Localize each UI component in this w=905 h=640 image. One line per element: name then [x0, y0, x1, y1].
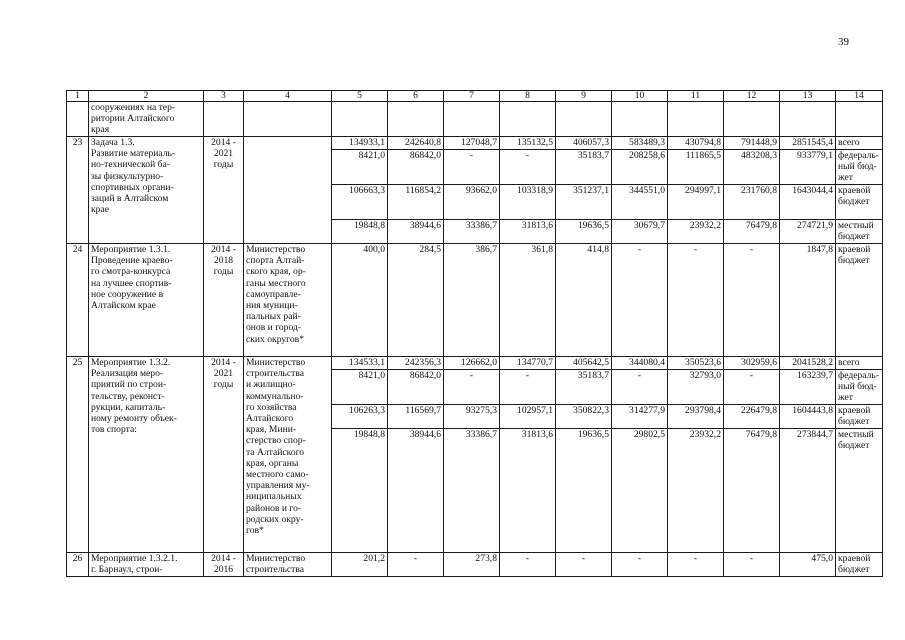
funding-source-line: федераль-: [838, 150, 879, 161]
item-name-line: заций в Алтайском: [91, 193, 169, 205]
item-years-line: годы: [213, 266, 234, 278]
column-header: 5: [332, 91, 388, 102]
funding-source-line: ный бюд-: [838, 381, 877, 393]
value-cell: -: [444, 150, 500, 185]
value-cell: 208258,6: [612, 150, 668, 185]
item-name-line: г. Барнаул, строи-: [91, 564, 163, 576]
column-header: 7: [444, 91, 500, 102]
item-performer-line: ниципальных: [246, 491, 302, 503]
value-cell: 93275,3: [444, 405, 500, 429]
item-performer-line: края, органы: [246, 457, 299, 469]
table-row: [67, 137, 883, 150]
value-cell: 791448,9: [724, 137, 780, 150]
empty-cell: [244, 102, 332, 137]
value-cell: 134933,1: [332, 137, 388, 150]
funding-source-line: местный: [838, 429, 874, 440]
table-row: [67, 357, 883, 370]
item-name-line: спортивных органи-: [91, 181, 174, 193]
funding-source-line: краевой: [838, 244, 871, 255]
value-cell: 293798,4: [668, 405, 724, 429]
value-cell: 2851545,4: [780, 137, 836, 150]
row-number-cell: [67, 102, 89, 137]
row-number-cell: 23: [67, 137, 89, 244]
item-performer-line: районов и го-: [246, 502, 302, 514]
value-cell: -: [612, 370, 668, 405]
value-cell: 29802,5: [612, 429, 668, 553]
value-cell: -: [556, 553, 612, 577]
item-years: [204, 553, 244, 577]
column-header: 4: [244, 91, 332, 102]
value-cell: 126662,0: [444, 357, 500, 370]
value-cell: 103318,9: [500, 185, 556, 220]
row-number-cell: 26: [67, 553, 89, 577]
funding-source: [836, 220, 883, 244]
item-name-line: на лучшее спортив-: [91, 277, 172, 289]
item-name-line: тельству, реконст-: [91, 390, 165, 402]
item-name-line: Задача 1.3.: [91, 137, 135, 148]
value-cell: 33386,7: [444, 220, 500, 244]
column-header: 12: [724, 91, 780, 102]
funding-source: [836, 405, 883, 429]
value-cell: 583489,3: [612, 137, 668, 150]
table-row: [67, 553, 883, 577]
item-name: [89, 102, 204, 137]
item-name: [89, 244, 204, 357]
item-performer-line: го хозяйства: [246, 401, 297, 413]
item-years-line: 2021: [213, 368, 234, 380]
value-cell: 483208,3: [724, 150, 780, 185]
value-cell: 32793,0: [668, 370, 724, 405]
value-cell: 344080,4: [612, 357, 668, 370]
table-row: [67, 102, 883, 137]
value-cell: -: [724, 553, 780, 577]
empty-cell: [612, 102, 668, 137]
funding-source-line: всего: [838, 357, 860, 368]
value-cell: 33386,7: [444, 429, 500, 553]
item-years-line: 2014 -: [211, 244, 236, 255]
value-cell: 38944,6: [388, 429, 444, 553]
funding-source-line: краевой: [838, 553, 871, 564]
item-years: [204, 244, 244, 357]
value-cell: 19636,5: [556, 429, 612, 553]
value-cell: 8421,0: [332, 370, 388, 405]
item-performer-line: пальных рай-: [246, 311, 301, 323]
item-performer-line: ния муници-: [246, 300, 298, 312]
value-cell: 116569,7: [388, 405, 444, 429]
value-cell: 302959,6: [724, 357, 780, 370]
value-cell: -: [612, 244, 668, 357]
value-cell: 23932,2: [668, 429, 724, 553]
value-cell: 1847,8: [780, 244, 836, 357]
funding-source: [836, 244, 883, 357]
column-header: 13: [780, 91, 836, 102]
value-cell: 242640,8: [388, 137, 444, 150]
item-performer-line: Министерство: [246, 553, 306, 564]
value-cell: 933779,1: [780, 150, 836, 185]
item-name-line: Мероприятие 1.3.2.: [91, 357, 171, 368]
value-cell: -: [500, 150, 556, 185]
item-years-line: 2014 -: [211, 357, 236, 368]
value-cell: 19848,8: [332, 220, 388, 244]
value-cell: 284,5: [388, 244, 444, 357]
item-name-line: ному ремонту объек-: [91, 413, 177, 425]
funding-source: [836, 370, 883, 405]
value-cell: 116854,2: [388, 185, 444, 220]
value-cell: 106663,3: [332, 185, 388, 220]
value-cell: 350822,3: [556, 405, 612, 429]
item-name-line: Проведение краево-: [91, 255, 173, 267]
page-number: 39: [838, 36, 849, 48]
value-cell: 350523,6: [668, 357, 724, 370]
value-cell: 86842,0: [388, 370, 444, 405]
value-cell: 19848,8: [332, 429, 388, 553]
item-performer: [244, 553, 332, 577]
funding-source-line: местный: [838, 220, 874, 231]
funding-source-line: ный бюд-: [838, 161, 877, 173]
item-performer-line: ганы местного: [246, 277, 306, 289]
item-performer: [244, 137, 332, 244]
column-header: 9: [556, 91, 612, 102]
item-years-line: годы: [213, 379, 234, 391]
value-cell: 8421,0: [332, 150, 388, 185]
value-cell: 400,0: [332, 244, 388, 357]
funding-source-line: бюджет: [838, 564, 870, 576]
funding-source: [836, 185, 883, 220]
item-name: [89, 553, 204, 577]
value-cell: 414,8: [556, 244, 612, 357]
value-cell: 102957,1: [500, 405, 556, 429]
item-performer: [244, 357, 332, 553]
value-cell: 134533,1: [332, 357, 388, 370]
item-name-line: Мероприятие 1.3.1.: [91, 244, 171, 255]
value-cell: 274721,9: [780, 220, 836, 244]
funding-source: [836, 429, 883, 553]
item-performer-line: стерство спор-: [246, 435, 306, 447]
item-name-line: Мероприятие 1.3.2.1.: [91, 553, 178, 564]
item-years: [204, 357, 244, 553]
item-performer-line: ского края, ор-: [246, 266, 306, 278]
funding-source-line: бюджет: [838, 255, 870, 267]
value-cell: 30679,7: [612, 220, 668, 244]
table-row: [67, 244, 883, 357]
value-cell: 226479,8: [724, 405, 780, 429]
value-cell: 406057,3: [556, 137, 612, 150]
item-name-line: зы физкультурно-: [91, 170, 164, 182]
header-row: [67, 91, 883, 102]
item-name-line: сооружениях на тер-: [91, 102, 176, 113]
item-performer-line: гов*: [246, 525, 264, 537]
empty-cell: [500, 102, 556, 137]
empty-cell: [204, 102, 244, 137]
item-name-line: но-технической ба-: [91, 159, 170, 171]
value-cell: 386,7: [444, 244, 500, 357]
value-cell: 35183,7: [556, 150, 612, 185]
empty-cell: [668, 102, 724, 137]
item-years-line: 2014 -: [211, 137, 236, 148]
item-performer-line: та Алтайского: [246, 446, 305, 458]
value-cell: 201,2: [332, 553, 388, 577]
funding-source: [836, 553, 883, 577]
item-years-line: 2018: [213, 255, 234, 267]
item-performer-line: строительства: [246, 564, 305, 576]
value-cell: 19636,5: [556, 220, 612, 244]
funding-source-line: бюджет: [838, 196, 870, 208]
item-years-line: годы: [213, 159, 234, 171]
value-cell: 475,0: [780, 553, 836, 577]
item-name-line: тов спорта:: [91, 424, 137, 436]
column-header: 8: [500, 91, 556, 102]
column-header: 14: [836, 91, 883, 102]
column-header: 10: [612, 91, 668, 102]
row-number-cell: 24: [67, 244, 89, 357]
funding-source-line: федераль-: [838, 370, 879, 381]
empty-cell: [780, 102, 836, 137]
value-cell: 111865,5: [668, 150, 724, 185]
value-cell: 38944,6: [388, 220, 444, 244]
value-cell: -: [612, 553, 668, 577]
item-performer-line: и жилищно-: [246, 379, 296, 391]
value-cell: -: [388, 553, 444, 577]
item-years-line: 2021: [213, 148, 234, 160]
value-cell: 314277,9: [612, 405, 668, 429]
item-years-line: 2014 -: [211, 553, 236, 564]
item-performer-line: родских окру-: [246, 513, 304, 525]
funding-source-line: бюджет: [838, 440, 870, 452]
value-cell: 344551,0: [612, 185, 668, 220]
value-cell: 1604443,8: [780, 405, 836, 429]
item-performer-line: Министерство: [246, 357, 306, 368]
item-name-line: го смотра-конкурса: [91, 266, 171, 278]
value-cell: 76479,8: [724, 220, 780, 244]
value-cell: 134770,7: [500, 357, 556, 370]
funding-source: [836, 357, 883, 370]
item-performer-line: края, Мини-: [246, 424, 297, 436]
funding-source: [836, 137, 883, 150]
item-name: [89, 357, 204, 553]
value-cell: 31813,6: [500, 220, 556, 244]
value-cell: 273,8: [444, 553, 500, 577]
value-cell: 430794,8: [668, 137, 724, 150]
value-cell: 93662,0: [444, 185, 500, 220]
item-performer-line: ских округов*: [246, 333, 304, 345]
empty-cell: [836, 102, 883, 137]
value-cell: 361,8: [500, 244, 556, 357]
item-name-line: Алтайском крае: [91, 300, 156, 312]
empty-cell: [388, 102, 444, 137]
column-header: 1: [67, 91, 89, 102]
column-header: 2: [89, 91, 204, 102]
item-performer-line: Министерство: [246, 244, 306, 255]
row-number-cell: 25: [67, 357, 89, 553]
item-name-line: ритории Алтайского: [91, 113, 175, 125]
value-cell: -: [724, 244, 780, 357]
value-cell: 135132,5: [500, 137, 556, 150]
value-cell: 76479,8: [724, 429, 780, 553]
value-cell: -: [724, 370, 780, 405]
empty-cell: [556, 102, 612, 137]
budget-table: [66, 90, 883, 577]
funding-source-line: жет: [838, 392, 853, 404]
item-name-line: приятий по строи-: [91, 379, 167, 391]
item-performer-line: самоуправле-: [246, 288, 301, 300]
item-years: [204, 137, 244, 244]
item-name: [89, 137, 204, 244]
value-cell: 35183,7: [556, 370, 612, 405]
value-cell: 231760,8: [724, 185, 780, 220]
item-years-line: 2016: [213, 564, 234, 576]
item-name-line: рукции, капиталь-: [91, 401, 166, 413]
item-name-line: Реализация меро-: [91, 368, 164, 380]
value-cell: -: [444, 370, 500, 405]
funding-source-line: жет: [838, 172, 853, 184]
item-performer-line: управления му-: [246, 480, 310, 492]
empty-cell: [444, 102, 500, 137]
value-cell: 106263,3: [332, 405, 388, 429]
funding-source-line: краевой: [838, 185, 871, 196]
empty-cell: [332, 102, 388, 137]
value-cell: -: [500, 370, 556, 405]
value-cell: -: [668, 244, 724, 357]
value-cell: 23932,2: [668, 220, 724, 244]
funding-source-line: краевой: [838, 405, 871, 416]
column-header: 11: [668, 91, 724, 102]
column-header: 3: [204, 91, 244, 102]
value-cell: 294997,1: [668, 185, 724, 220]
value-cell: 351237,1: [556, 185, 612, 220]
value-cell: 2041528,2: [780, 357, 836, 370]
value-cell: 86842,0: [388, 150, 444, 185]
item-name-line: крае: [91, 204, 109, 216]
value-cell: 273844,7: [780, 429, 836, 553]
empty-cell: [724, 102, 780, 137]
value-cell: 127048,7: [444, 137, 500, 150]
value-cell: 242356,3: [388, 357, 444, 370]
value-cell: 31813,6: [500, 429, 556, 553]
funding-source-line: всего: [838, 137, 860, 148]
item-name-line: края: [91, 124, 110, 136]
value-cell: -: [668, 553, 724, 577]
value-cell: 1643044,4: [780, 185, 836, 220]
item-performer-line: строительства: [246, 368, 305, 380]
item-performer-line: местного само-: [246, 469, 309, 481]
item-performer-line: Алтайского: [246, 413, 294, 425]
item-name-line: ное сооружение в: [91, 288, 164, 300]
funding-source: [836, 150, 883, 185]
item-performer: [244, 244, 332, 357]
column-header: 6: [388, 91, 444, 102]
funding-source-line: бюджет: [838, 416, 870, 428]
value-cell: -: [500, 553, 556, 577]
item-performer-line: онов и город-: [246, 322, 302, 334]
item-name-line: Развитие материаль-: [91, 148, 176, 160]
value-cell: 163239,7: [780, 370, 836, 405]
value-cell: 405642,5: [556, 357, 612, 370]
funding-source-line: бюджет: [838, 231, 870, 243]
item-performer-line: коммунально-: [246, 390, 304, 402]
item-performer-line: спорта Алтай-: [246, 255, 305, 267]
